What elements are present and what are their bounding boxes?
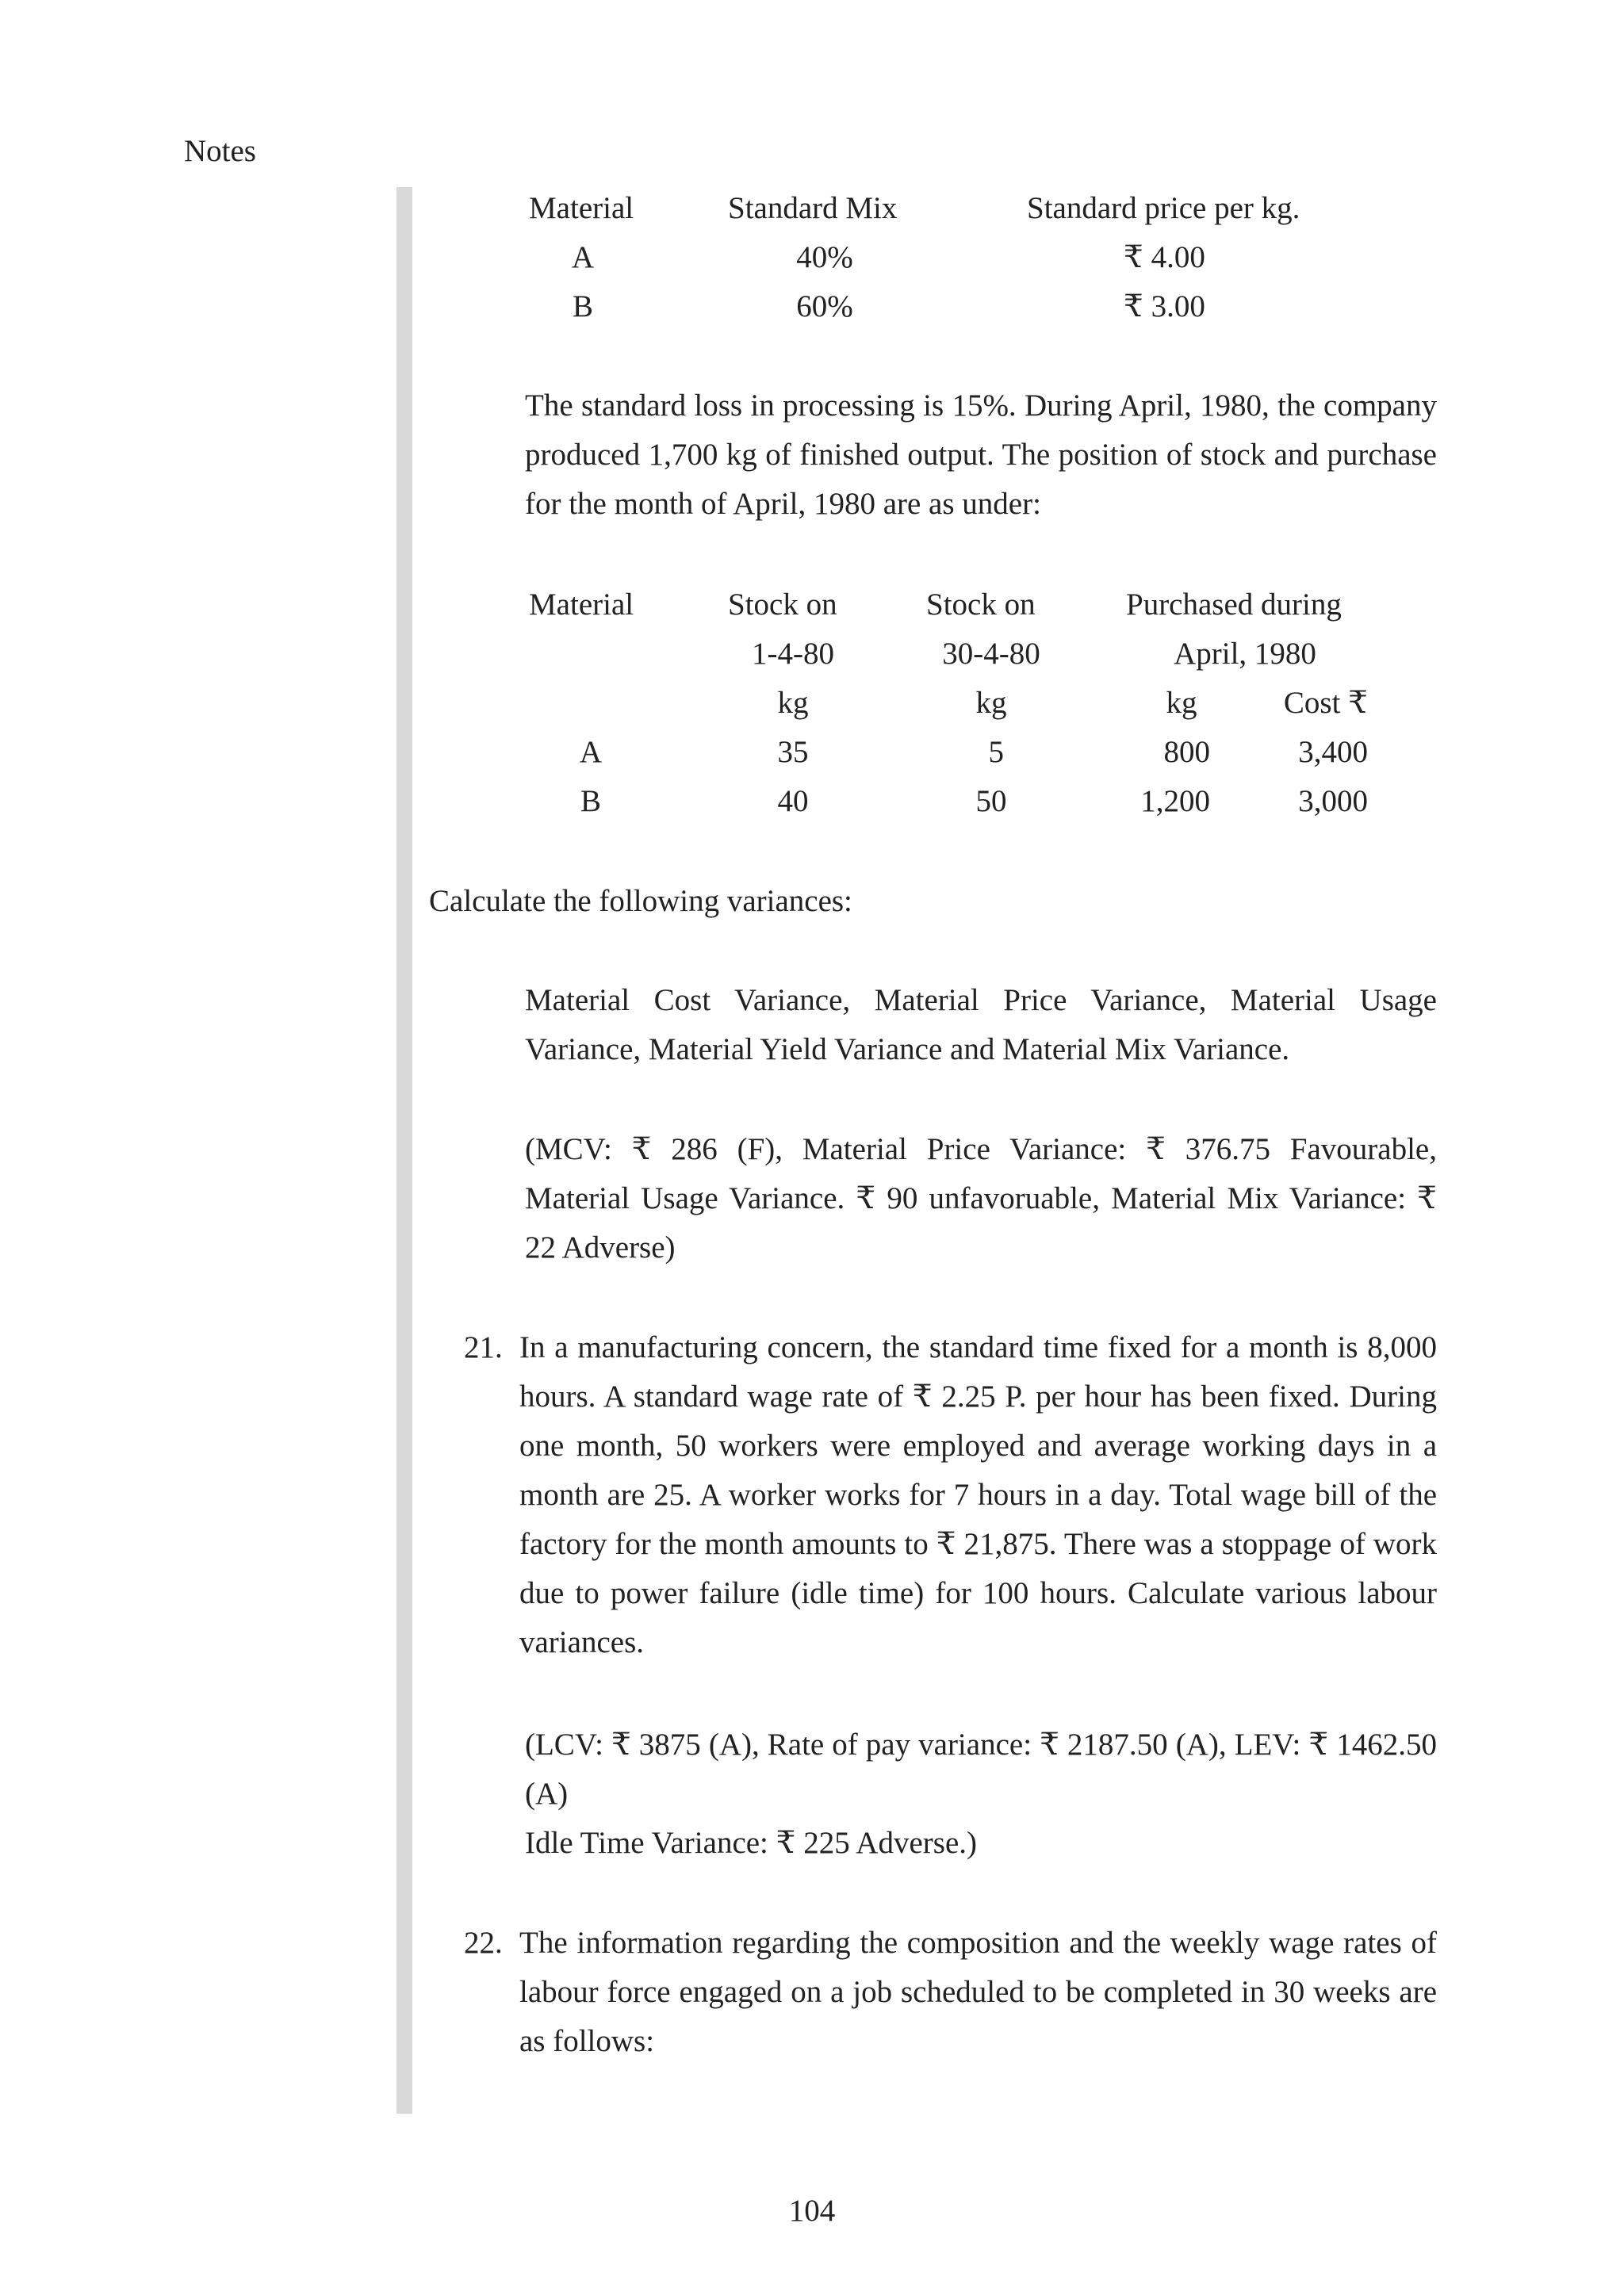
table-header: kg bbox=[1166, 686, 1197, 720]
table-row bbox=[0, 233, 1624, 282]
answer-text: Idle Time Variance: ₹ 225 Adverse.) bbox=[525, 1826, 977, 1860]
table-row bbox=[0, 282, 1624, 331]
answer-text: (MCV: ₹ 286 (F), Material Price Variance: ₹ 376.75 Favourable, Material Usage Variance. ₹ 90 unfavoruable, Material Mix Variance: ₹ 22 Adverse) bbox=[525, 1132, 1437, 1265]
table-row bbox=[0, 728, 1624, 777]
question-text: In a manufacturing concern, the standard time fixed for a month is 8,000 hours. A standard wage rate of ₹ 2.25 P. per hour has been fixed. During one month, 50 workers were employed and average working days in a month are 25. A worker works for 7 hours in a day. Total wage bill of the factory for the month amounts to ₹ 21,875. There was a stoppage of work due to power failure (idle time) for 100 hours. Calculate various labour variances. bbox=[519, 1330, 1437, 1659]
table-header: Stock on bbox=[926, 587, 1036, 622]
question-21 bbox=[464, 1323, 1437, 1667]
table-cell: 40 bbox=[777, 784, 809, 818]
table-header-row bbox=[0, 629, 1624, 679]
table-header: kg bbox=[975, 686, 1007, 720]
table-cell: 40% bbox=[796, 240, 853, 274]
variance-list: Material Cost Variance, Material Price Variance, Material Usage Variance, Material Yield Variance and Material Mix Variance. bbox=[525, 983, 1437, 1066]
notes-margin-bar bbox=[396, 187, 412, 2114]
question-22 bbox=[464, 1919, 1437, 2066]
table-cell: 50 bbox=[975, 784, 1007, 818]
table-header-row bbox=[0, 580, 1624, 629]
table-header: Standard price per kg. bbox=[1027, 191, 1300, 225]
table-header: 1-4-80 bbox=[752, 637, 834, 671]
question-text: The information regarding the composition and the weekly wage rates of labour force engaged on a job scheduled to be completed in 30 weeks are as follows: bbox=[519, 1926, 1437, 2058]
table-header: Standard Mix bbox=[728, 191, 898, 225]
table-cell: 1,200 bbox=[1140, 784, 1210, 818]
notes-label: Notes bbox=[184, 134, 256, 168]
table-header: Material bbox=[529, 587, 634, 622]
table-cell: ₹ 4.00 bbox=[1124, 240, 1205, 274]
question-number: 22. bbox=[464, 1926, 503, 1960]
table-cell: 3,400 bbox=[1298, 735, 1368, 769]
table-cell: B bbox=[572, 289, 593, 323]
table-cell: ₹ 3.00 bbox=[1124, 289, 1205, 323]
table-header: April, 1980 bbox=[1174, 637, 1316, 671]
answer-text: (LCV: ₹ 3875 (A), Rate of pay variance: ₹ 2187.50 (A), LEV: ₹ 1462.50 (A) bbox=[525, 1728, 1437, 1811]
table-header: kg bbox=[777, 686, 809, 720]
table-cell: A bbox=[571, 240, 595, 274]
table-header-row bbox=[0, 679, 1624, 728]
table-cell: B bbox=[580, 784, 601, 818]
table-cell: 35 bbox=[777, 735, 809, 769]
problem-description: The standard loss in processing is 15%. During April, 1980, the company produced 1,700 kg of finished output. The position of stock and purchase for the month of April, 1980 are as under: bbox=[525, 388, 1437, 521]
table-cell: 5 bbox=[988, 735, 1004, 769]
table-header: Stock on bbox=[728, 587, 837, 622]
table-cell: A bbox=[579, 735, 603, 769]
table-cell: 800 bbox=[1163, 735, 1210, 769]
table-row bbox=[0, 777, 1624, 826]
table-header: 30-4-80 bbox=[942, 637, 1040, 671]
page-number: 104 bbox=[788, 2194, 836, 2228]
question-number: 21. bbox=[464, 1330, 503, 1364]
table-cell: 60% bbox=[796, 289, 853, 323]
calculate-heading: Calculate the following variances: bbox=[429, 884, 852, 918]
table-header: Purchased during bbox=[1126, 587, 1342, 622]
table-header: Material bbox=[529, 191, 634, 225]
table-header-row bbox=[0, 184, 1624, 233]
table-cell: 3,000 bbox=[1298, 784, 1368, 818]
table-header: Cost ₹ bbox=[1283, 686, 1368, 720]
